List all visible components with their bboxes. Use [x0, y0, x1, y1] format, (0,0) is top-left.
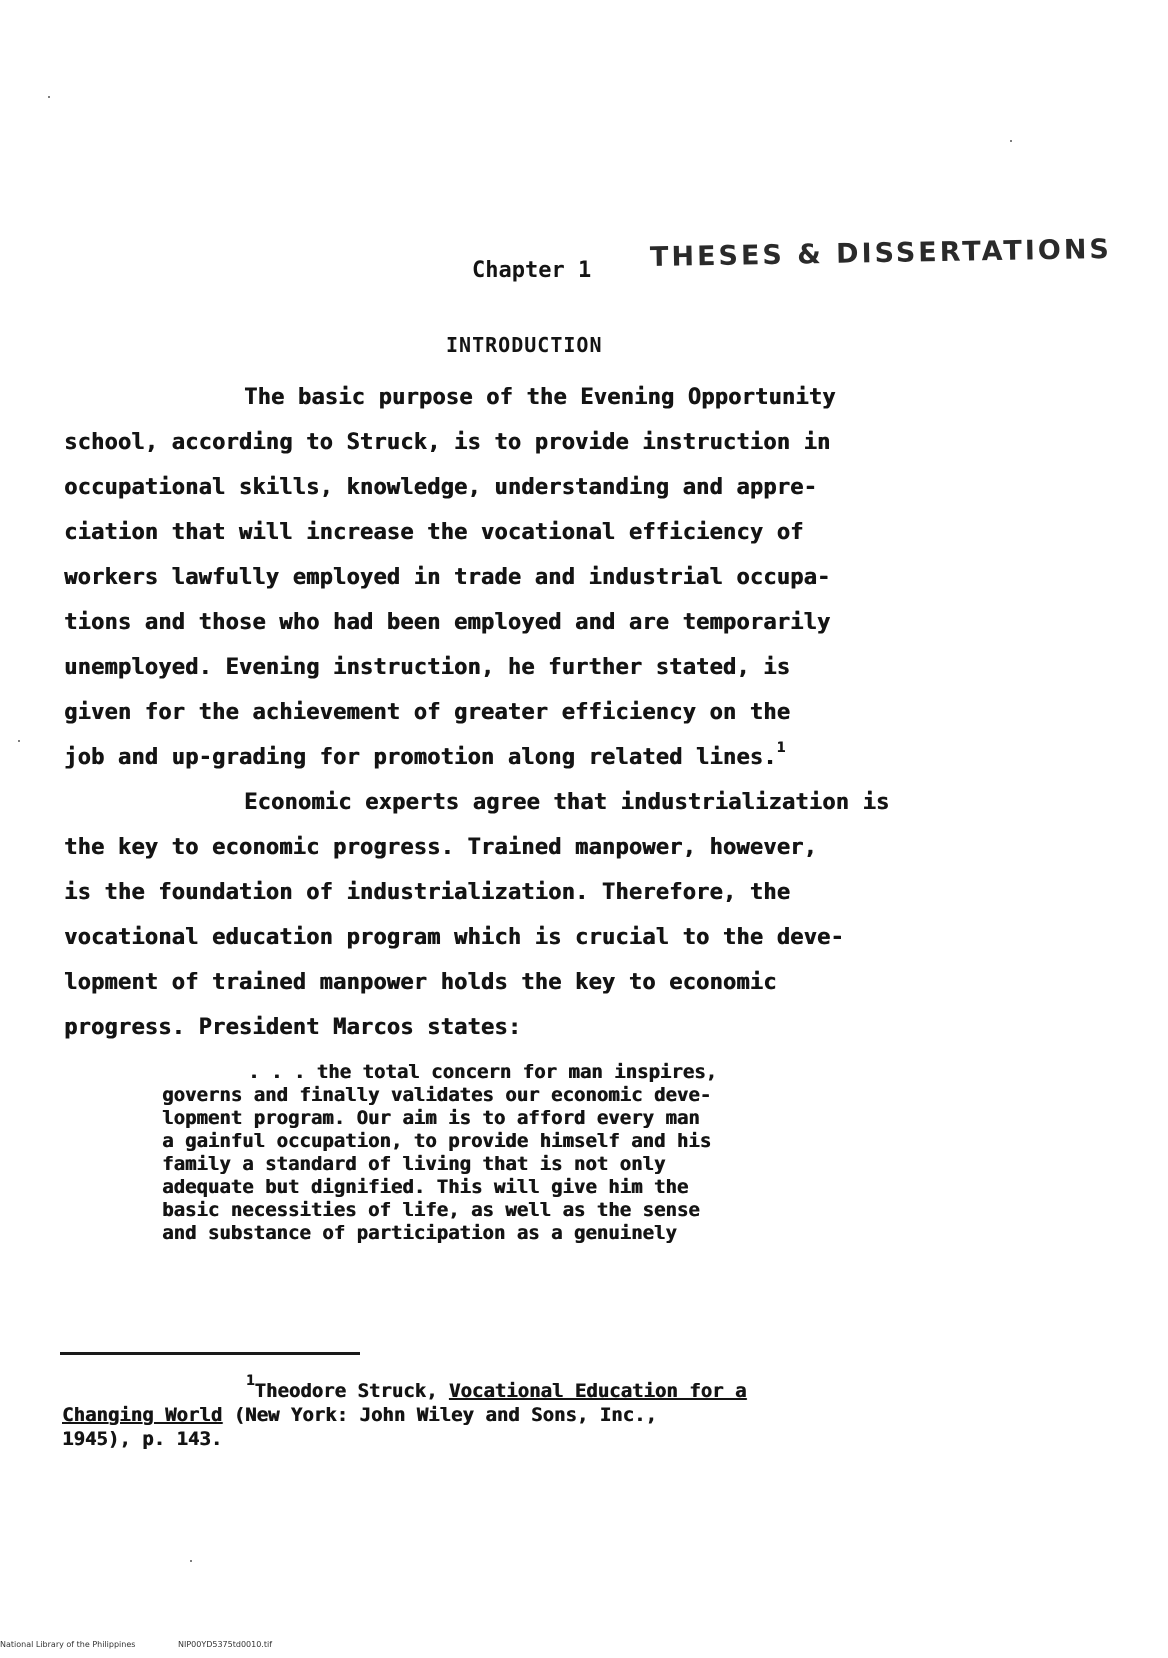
scan-footer — [0, 1640, 312, 1649]
paragraph-line: given for the achievement of greater efficiency on the — [64, 700, 791, 725]
paragraph-line: lopment of trained manpower holds the key to economic — [64, 970, 777, 995]
quote-line: a gainful occupation, to provide himself and his — [162, 1130, 712, 1152]
quote-line: and substance of participation as a genuinely — [162, 1222, 677, 1244]
paragraph-line: occupational skills, knowledge, understanding and appre- — [64, 475, 817, 500]
quote-line: lopment program. Our aim is to afford every man — [162, 1107, 700, 1129]
footnote-author: Theodore Struck, — [254, 1380, 449, 1402]
paragraph-line: is the foundation of industrialization. Therefore, the — [64, 880, 791, 905]
quote-line: basic necessities of life, as well as the sense — [162, 1199, 700, 1221]
scan-speck — [18, 740, 20, 742]
paragraph-line: workers lawfully employed in trade and industrial occupa- — [64, 565, 831, 590]
footnote-reference: 1 — [776, 740, 786, 756]
chapter-heading: Chapter 1 — [472, 258, 592, 283]
footnote-title-part2: Changing World — [62, 1404, 223, 1426]
scan-speck — [48, 96, 50, 98]
quote-line: adequate but dignified. This will give him the — [162, 1176, 689, 1198]
paragraph-line: ciation that will increase the vocational efficiency of — [64, 520, 804, 545]
paragraph-line: vocational education program which is crucial to the deve- — [64, 925, 844, 950]
quote-line: governs and finally validates our economic deve- — [162, 1084, 712, 1106]
paragraph-line: the key to economic progress. Trained manpower, however, — [64, 835, 817, 860]
footnote-rule — [60, 1352, 360, 1355]
theses-dissertations-stamp: THESES & DISSERTATIONS — [649, 233, 1113, 274]
footnote-title-part1: Vocational Education for a — [448, 1380, 747, 1402]
paragraph-line: school, according to Struck, is to provide instruction in — [64, 430, 831, 455]
paragraph-line: unemployed. Evening instruction, he further stated, is — [64, 655, 791, 680]
quote-line: family a standard of living that is not only — [162, 1153, 666, 1175]
scan-speck — [1010, 140, 1012, 142]
paragraph-line: The basic purpose of the Evening Opportunity — [244, 385, 836, 410]
paragraph-line: progress. President Marcos states: — [64, 1015, 522, 1040]
scan-library: National Library of the Philippines — [0, 1640, 136, 1649]
footnote-mark: 1 — [246, 1373, 255, 1389]
footnote-line-1 — [246, 1373, 747, 1402]
footnote-line-2 — [62, 1404, 657, 1426]
footnote-line-3: 1945), p. 143. — [62, 1428, 223, 1450]
paragraph-line: tions and those who had been employed and are temporarily — [64, 610, 831, 635]
paragraph-line-last — [64, 740, 786, 770]
footnote-publisher: (New York: John Wiley and Sons, Inc., — [222, 1404, 657, 1426]
section-title: INTRODUCTION — [446, 333, 603, 357]
paragraph-line: Economic experts agree that industrialization is — [244, 790, 890, 815]
scan-speck — [190, 1560, 192, 1562]
paragraph-line-text: job and up-grading for promotion along related lines. — [64, 745, 777, 770]
scan-file-id: NIP00YD5375td0010.tif — [177, 1640, 273, 1649]
quote-line: . . . the total concern for man inspires, — [248, 1061, 717, 1083]
